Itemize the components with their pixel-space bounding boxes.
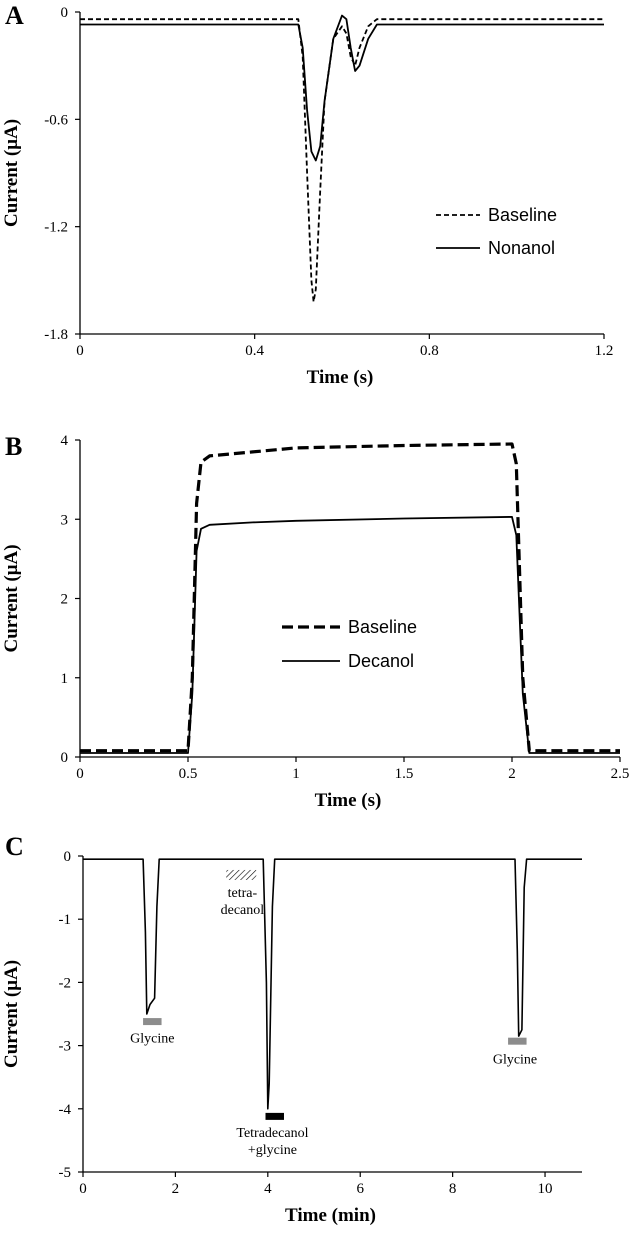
annotation-label: decanol — [220, 903, 265, 919]
chart-panel-a — [1, 1, 613, 388]
series-line-nonanol — [80, 16, 604, 161]
annotation-label: +glycine — [247, 1143, 297, 1159]
legend-label: Decanol — [348, 651, 415, 671]
application-bar-hatched — [226, 870, 256, 880]
y-tick-label: 0 — [60, 750, 68, 766]
application-bar-gray — [143, 1018, 161, 1025]
legend-label: Baseline — [348, 617, 418, 637]
x-tick-label: 0 — [76, 766, 84, 782]
x-tick-label: 4 — [264, 1181, 272, 1197]
y-tick-label: 2 — [60, 591, 68, 608]
y-tick-label: 0 — [60, 5, 68, 21]
x-tick-label: 8 — [448, 1181, 457, 1197]
y-tick-label: 4 — [60, 433, 68, 449]
y-tick-label: -2 — [58, 975, 71, 992]
x-tick-label: 2 — [508, 766, 516, 782]
x-tick-label: 0 — [79, 1181, 87, 1197]
y-tick-label: -1.8 — [44, 327, 68, 343]
y-axis-title: Current (μA) — [1, 544, 22, 653]
chart-panel-c — [1, 832, 582, 1226]
x-tick-label: 0 — [76, 343, 84, 359]
series-line-trace — [83, 859, 582, 1109]
application-bar-black — [266, 1113, 284, 1120]
x-tick-label: 10 — [537, 1181, 553, 1197]
annotation-label: Glycine — [130, 1031, 175, 1047]
panel-label: C — [5, 832, 24, 861]
panel-label: A — [5, 1, 24, 30]
x-tick-label: 0.4 — [245, 343, 265, 359]
y-tick-label: -0.6 — [44, 112, 68, 129]
x-tick-label: 0.8 — [419, 343, 439, 359]
annotation-label: Tetradecanol — [236, 1126, 309, 1142]
y-tick-label: -4 — [58, 1101, 71, 1118]
y-tick-label: -5 — [58, 1165, 71, 1181]
x-tick-label: 2 — [171, 1181, 180, 1197]
series-line-baseline — [80, 19, 604, 302]
legend-label: Baseline — [488, 205, 558, 225]
y-tick-label: -1.2 — [44, 219, 68, 236]
annotation-label: tetra- — [227, 886, 258, 902]
x-tick-label: 1.5 — [394, 766, 414, 782]
chart-panel-b — [1, 432, 629, 811]
x-tick-label: 1 — [292, 766, 300, 782]
y-tick-label: -3 — [58, 1038, 71, 1055]
x-tick-label: 0.5 — [178, 766, 198, 782]
legend-label: Nonanol — [488, 238, 556, 258]
y-tick-label: 1 — [60, 670, 68, 687]
series-line-baseline — [80, 444, 620, 751]
x-tick-label: 1.2 — [594, 343, 614, 359]
panel-label: B — [5, 432, 23, 461]
x-axis-title: Time (s) — [314, 790, 382, 811]
y-axis-title: Current (μA) — [1, 118, 22, 228]
y-axis-title: Current (μA) — [1, 959, 22, 1069]
y-tick-label: 3 — [60, 512, 68, 529]
x-tick-label: 6 — [356, 1181, 364, 1197]
x-axis-title: Time (s) — [306, 367, 374, 388]
application-bar-gray — [508, 1038, 526, 1045]
x-axis-title: Time (min) — [285, 1205, 376, 1226]
y-tick-label: 0 — [63, 849, 71, 865]
x-tick-label: 2.5 — [610, 766, 630, 782]
y-tick-label: -1 — [58, 912, 71, 929]
annotation-label: Glycine — [492, 1052, 538, 1068]
